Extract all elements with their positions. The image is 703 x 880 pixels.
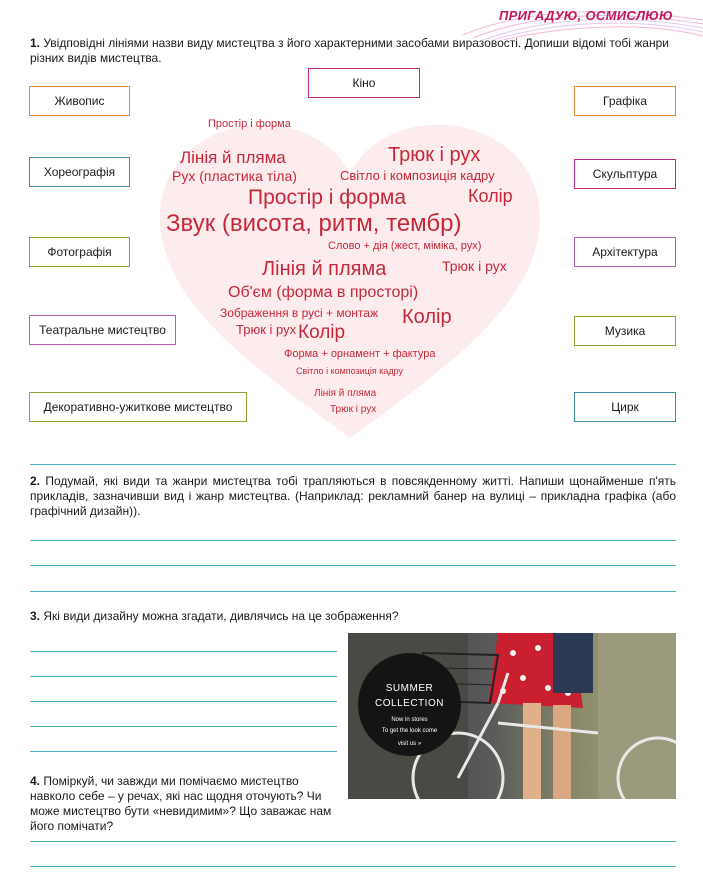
heart-word: Колір <box>402 306 452 328</box>
fashion-ad-photo <box>348 633 676 799</box>
answer-line[interactable] <box>30 726 337 727</box>
question-4 <box>30 774 340 834</box>
answer-line[interactable] <box>30 701 337 702</box>
answer-line[interactable] <box>30 751 337 752</box>
art-type-box-right[interactable]: Скульптура <box>574 159 676 189</box>
answer-line[interactable] <box>30 866 676 867</box>
heart-word: Лінія й пляма <box>262 258 387 280</box>
art-type-box-left[interactable]: Живопис <box>29 86 130 116</box>
answer-line[interactable] <box>30 676 337 677</box>
heart-word: Трюк і рух <box>442 258 507 274</box>
question-1-number: 1. <box>30 36 41 50</box>
heart-word: Колір <box>298 322 346 343</box>
answer-line[interactable] <box>30 565 676 566</box>
art-type-box-kino[interactable]: Кіно <box>308 68 420 98</box>
ad-link: visit us » <box>397 741 422 747</box>
heart-word: Світло і композиція кадру <box>340 168 495 183</box>
question-2 <box>30 474 676 519</box>
art-type-box-left[interactable]: Фотографія <box>29 237 130 267</box>
heart-word: Лінія й пляма <box>314 388 377 399</box>
art-type-box-left[interactable]: Театральне мистецтво <box>29 315 176 345</box>
question-1 <box>30 36 678 66</box>
art-type-box-right[interactable]: Музика <box>574 316 676 346</box>
answer-line[interactable] <box>30 540 676 541</box>
question-3 <box>30 609 450 624</box>
question-4-number: 4. <box>30 774 41 788</box>
heart-word: Трюк і рух <box>330 404 377 415</box>
question-1-text: Увідповідні лініями назви виду мистецтва з його характерними засобами виразовості. Допиши відомі тобі жанри різних видів мистецтва. <box>30 36 669 65</box>
heart-word: Лінія й пляма <box>180 148 286 167</box>
heart-word: Об'єм (форма в просторі) <box>228 284 419 301</box>
ad-line3: Now in stores <box>391 717 428 723</box>
art-type-box-right[interactable]: Архітектура <box>574 237 676 267</box>
answer-line[interactable] <box>30 841 676 842</box>
heart-word: Простір і форма <box>208 118 291 130</box>
ad-title-line2: COLLECTION <box>375 698 444 709</box>
answer-line[interactable] <box>30 651 337 652</box>
heart-word: Слово + дія (жест, міміка, рух) <box>328 240 482 252</box>
section-title: ПРИГАДУЮ, ОСМИСЛЮЮ <box>498 8 673 23</box>
question-3-text: Які види дизайну можна згадати, дивлячись на це зображення? <box>43 609 399 623</box>
art-type-box-right[interactable]: Графіка <box>574 86 676 116</box>
art-type-box-left[interactable]: Хореографія <box>29 157 130 187</box>
heart-word: Рух (пластика тіла) <box>172 168 297 184</box>
heart-word: Світло і композиція кадру <box>296 366 404 376</box>
heart-word: Простір і форма <box>248 186 407 209</box>
question-2-text: Подумай, які види та жанри мистецтва тобі трапляються в повсякденному житті. Напиши щонайменше п'ять прикладів, зазначивши вид і жанр мистецтва. (Наприклад: рекламний банер на вулиці – прикладна графіка (або графічний дизайн)). <box>30 474 676 518</box>
question-4-text: Поміркуй, чи завжди ми помічаємо мистецтво навколо себе – у речах, які нас щодня оточують? Чи може мистецтво бути «невидимим»? Що заважає нам його помічати? <box>30 774 332 833</box>
heart-word: Трюк і рух <box>236 322 297 337</box>
ad-title-line1: SUMMER <box>385 683 434 694</box>
art-type-box-right[interactable]: Цирк <box>574 392 676 422</box>
heart-word: Форма + орнамент + фактура <box>284 348 436 360</box>
heart-word: Трюк і рух <box>388 144 481 166</box>
ad-badge <box>358 653 461 756</box>
ad-line4: To get the look come <box>381 728 438 734</box>
answer-line[interactable] <box>30 464 676 465</box>
art-type-box-left[interactable]: Декоративно-ужиткове мистецтво <box>29 392 247 422</box>
question-3-number: 3. <box>30 609 41 623</box>
heart-word: Зображення в русі + монтаж <box>220 306 378 320</box>
question-2-number: 2. <box>30 474 41 488</box>
answer-line[interactable] <box>30 591 676 592</box>
heart-word: Звук (висота, ритм, тембр) <box>166 210 462 237</box>
heart-word: Колір <box>468 186 513 206</box>
